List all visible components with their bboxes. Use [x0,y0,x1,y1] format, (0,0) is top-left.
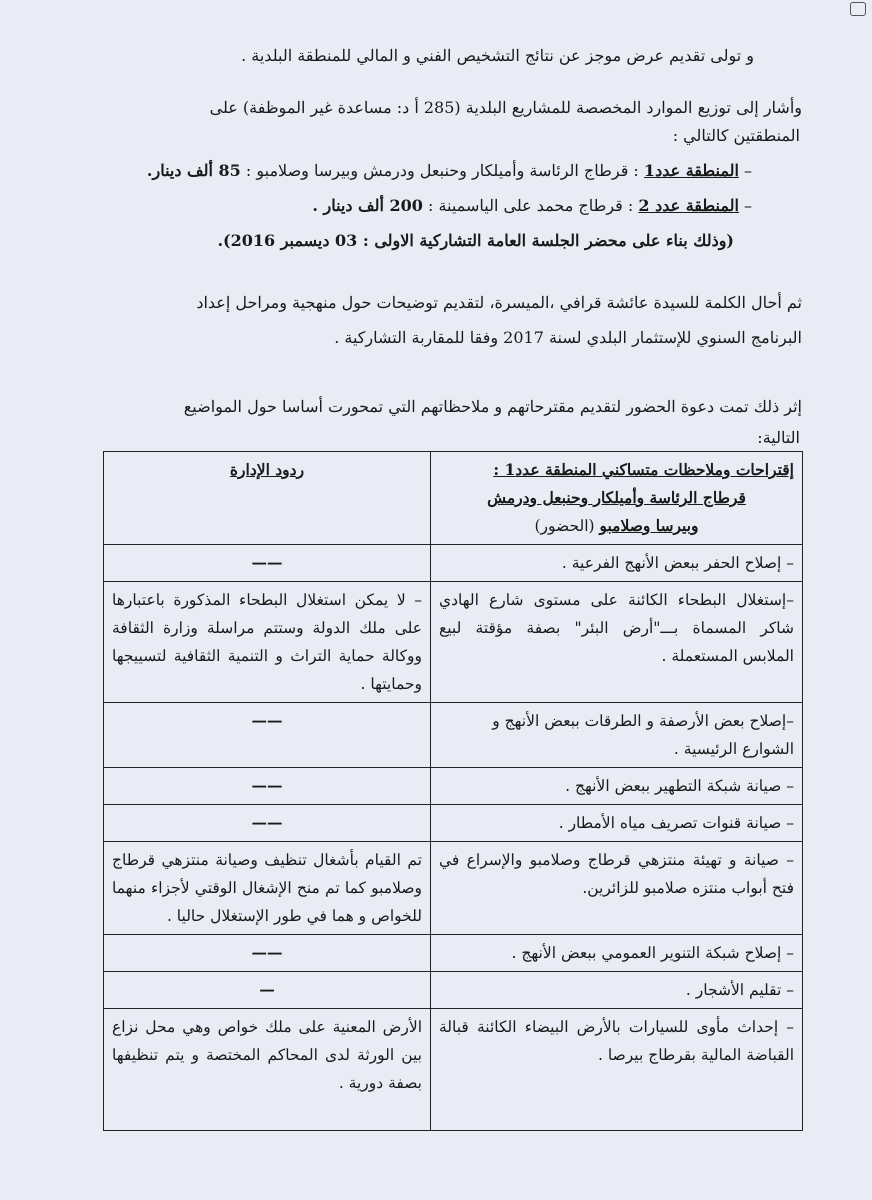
table-row [104,703,803,768]
zone1-bullet: – [738,161,752,180]
zone2-text: : قرطاج محمد على الياسمينة : [428,196,634,215]
proposal-cell: –إستغلال البطحاء الكائنة على مستوى شارع الهادي شاكر المسماة بـــ"أرض البئر" بصفة مؤقتة لبيع الملابس المستعملة . [431,582,803,703]
proposal-cell: – إصلاح الحفر ببعض الأنهج الفرعية . [431,545,803,582]
response-cell [104,545,431,582]
header-proposals-line3-text: وبيرسا وصلامبو [599,516,699,535]
response-cell [104,703,431,768]
zone2-bullet: – [738,196,752,215]
intro-paragraph-2-line1: وأشار إلى توزيع الموارد المخصصة للمشاريع البلدية (285 أ د: مساعدة غير الموظفة) على [209,98,802,117]
zone1-text: : قرطاج الرئاسة وأميلكار وحنبعل ودرمش وبيرسا وصلامبو : [245,161,639,180]
response-dash: —— [251,813,283,832]
header-proposals-suffix: (الحضور) [534,517,595,535]
zone2-amount: 200 ألف دينار . [312,196,423,215]
response-cell: تم القيام بأشغال تنظيف وصيانة منتزهي قرطاج وصلامبو كما تم منح الإشغال الوقتي لأجزاء منهما للخواص و هما في طور الإستغلال حاليا . [104,842,431,935]
zone2-line [312,195,752,217]
table-row [104,805,803,842]
page-corner-mark [850,2,866,16]
response-dash: — [259,980,275,999]
proposal-cell: – صيانة قنوات تصريف مياه الأمطار . [431,805,803,842]
header-proposals-title: إقتراحات وملاحظات متساكني المنطقة عدد1 : [493,460,794,479]
header-responses-cell [104,452,431,545]
zone1-line [147,160,752,182]
proposal-cell: – تقليم الأشجار . [431,972,803,1009]
response-dash: —— [251,553,283,572]
header-proposals-line2: قرطاج الرئاسة وأميلكار وحنبعل ودرمش [487,488,746,507]
proposal-cell: –إصلاح بعض الأرصفة و الطرقات ببعض الأنهج و الشوارع الرئيسية . [431,703,803,768]
header-responses-title: ردود الإدارة [229,460,305,479]
table-header-row [104,452,803,545]
table-row [104,1009,803,1131]
header-proposals-cell [431,452,803,545]
response-dash: —— [251,711,283,730]
intro-paragraph-3-line1: ثم أحال الكلمة للسيدة عائشة قرافي ،الميسرة، لتقديم توضيحات حول منهجية ومراحل إعداد [196,293,802,312]
table-row [104,545,803,582]
response-cell: الأرض المعنية على ملك خواص وهي محل نزاع بين الورثة لدى المحاكم المختصة و يتم تنظيفها بصفة دورية . [104,1009,431,1131]
intro-paragraph-3-line2: البرنامج السنوي للإستثمار البلدي لسنة 2017 وفقا للمقاربة التشاركية . [334,328,802,347]
proposal-cell: – صيانة شبكة التطهير ببعض الأنهج . [431,768,803,805]
header-proposals-line3 [439,512,794,540]
response-cell [104,935,431,972]
proposal-cell: – إحداث مأوى للسيارات بالأرض البيضاء الكائنة قبالة القباضة المالية بقرطاج بيرصا . [431,1009,803,1131]
zone1-amount: 85 ألف دينار. [146,161,241,180]
table-row [104,582,803,703]
intro-paragraph-2-line2: المنطقتين كالتالي : [672,126,800,145]
intro-paragraph-4-line1: إثر ذلك تمت دعوة الحضور لتقديم مقترحاتهم و ملاحظاتهم التي تمحورت أساسا حول المواضيع [183,397,802,416]
response-cell [104,805,431,842]
response-cell [104,972,431,1009]
proposal-cell: – إصلاح شبكة التنوير العمومي ببعض الأنهج . [431,935,803,972]
table-row [104,842,803,935]
response-dash: —— [251,776,283,795]
table-row [104,972,803,1009]
table-row [104,768,803,805]
intro-paragraph-1: و تولى تقديم عرض موجز عن نتائج التشخيص الفني و المالي للمنطقة البلدية . [241,46,754,65]
intro-paragraph-4-line2: التالية: [757,428,800,447]
zone2-label: المنطقة عدد 2 [638,196,739,215]
table-row [104,935,803,972]
response-cell [104,768,431,805]
response-dash: —— [251,943,283,962]
proposal-cell: – صيانة و تهيئة منتزهي قرطاج وصلامبو والإسراع في فتح أبواب منتزه صلامبو للزائرين. [431,842,803,935]
response-cell: – لا يمكن استغلال البطحاء المذكورة باعتبارها على ملك الدولة وستتم مراسلة وزارة الثقافة ووكالة حماية التراث و التنمية الثقافية لتسييجها وحمايتها . [104,582,431,703]
source-note: (وذلك بناء على محضر الجلسة العامة التشاركية الاولى : 03 ديسمبر 2016). [217,231,734,250]
zone1-label: المنطقة عدد1 [643,161,739,180]
proposals-table [103,451,803,1131]
